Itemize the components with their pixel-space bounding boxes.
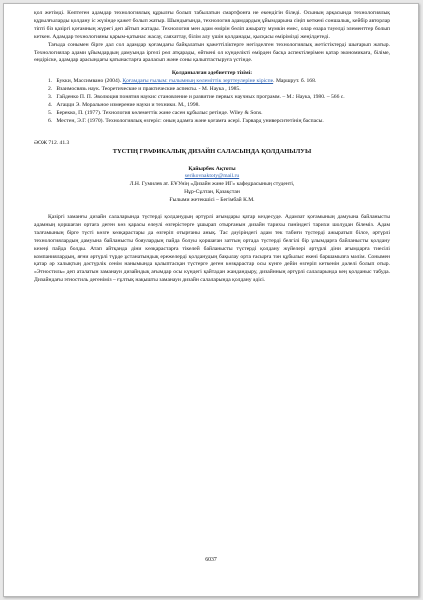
page-number: 6037 bbox=[205, 557, 217, 563]
reference-text: Букки, Массимвано (2004). bbox=[56, 78, 123, 85]
reference-number: 6. bbox=[48, 117, 53, 124]
reference-number: 2. bbox=[48, 86, 53, 93]
intro-paragraph-1: қол жетімді. Көптеген адамдар технологиялық құрылғы болып табылатын смартфонға не екендігін біледі. Осының арқасында технологиялық құрылғыларды қолдану іс жүзінде қажет болып жатыр. Шындығында, технология адамдардың ұйымдарына сіңіп кеткені соншалық, кейбір авторлар тіпті біз қазіргі қоғамның жүрегі деп айтып жатады. Технология мен адам өмірін бөліп ажырату мүмкін емес, олар өзара тәуелді элементтер болып кеткен. Адамдар технологияны қарым-қатынас жасау, саяхаттау, білім алу үшін қолданады, қысқасы өмірімізді жеңілдетеді. bbox=[34, 10, 390, 40]
supervisor: Ғылыми жетекшісі – Бегімбай К.М. bbox=[169, 197, 255, 204]
document-page bbox=[3, 3, 419, 597]
reference-item bbox=[34, 110, 390, 118]
references-list bbox=[34, 78, 390, 125]
reference-item bbox=[34, 102, 390, 110]
reference-text-after: . Маршрут. б. 168. bbox=[273, 78, 317, 85]
article-title: ТҮСТІҢ ГРАФИКАЛЫҚ ДИЗАЙН САЛАСЫНДА ҚОЛДАНЫЛУЫ bbox=[112, 147, 312, 155]
reference-text: Местен, Э.Г. (1970). Технологиялық өзгеріс: оның адамға және қоғамға әсері. Гарвард университетінің баспасы. bbox=[56, 117, 324, 124]
author-name: Қайырбек Ақтоты bbox=[188, 165, 236, 172]
intro-paragraph-2: Тағыда сонымен бірге дал сол адамдар қоғамдағы байқалатын қажеттіліктерге негізделген технологиялық жетістіктерді шығарып жатыр. Технологиялар адами ұйымдардың дамуында іргелі рөл атқарады, өйткені ол күнделікті өмірден басқа аспектілерімен қатар экономикаға, біліме, өндіріске, адамдар арасындағы қатынастарға араласып және соны қалыптастыруға үстінде. bbox=[34, 41, 390, 64]
reference-number: 1. bbox=[48, 78, 53, 85]
reference-item bbox=[34, 86, 390, 94]
reference-item bbox=[34, 94, 390, 102]
reference-number: 3. bbox=[48, 94, 53, 101]
author-city: Нұр-Сұлтан, Қазақстан bbox=[184, 189, 240, 196]
references-heading: Қолданылған әдебиеттер тізімі: bbox=[171, 70, 253, 77]
author-affiliation: Л.Н. Гумилев ат. ЕҰУнің «Дизайн және ИГ» кафедрасының студенті, bbox=[129, 181, 295, 188]
udk-code: ӘОЖ 712. 41.3 bbox=[34, 139, 70, 146]
reference-link[interactable]: Қоғамдағы ғылым: ғылымның көлеміттік зерттеулеріне кіріспе bbox=[122, 78, 274, 85]
author-email-link[interactable]: serikovnaktoty@mail.ru bbox=[184, 173, 240, 180]
reference-number: 5. bbox=[48, 109, 53, 116]
reference-text: Берекко, П. (1977). Технология көлеметтік және сасен құбылыс ретінде. Wiley & Sons. bbox=[56, 109, 263, 116]
reference-text: Гайденко П. П. Эволюция понятия наукис становление и развитие первых научных программ. – М.: Наука, 1980. – 566 с. bbox=[56, 94, 345, 101]
reference-item bbox=[34, 78, 390, 86]
reference-text: Взаимосвязь наук. Теоретические и практические аспекты. - М. Наука , 1985. bbox=[56, 86, 241, 93]
reference-item bbox=[34, 118, 390, 126]
reference-number: 4. bbox=[48, 101, 53, 108]
reference-text: Агацци Э. Моральное измерение науки и техники. М., 1998. bbox=[56, 101, 200, 108]
body-paragraph: Қазіргі заманғы дизайн салаларында түстерді қолданудың әртүрлі ағымдары қатар кездесуде. Адамзат қоғамының дамуына байланысты адамның қоршаған ортаға деген көз қарасы елеулі өзгерістерге ұшырап отырғанын дизайн тарихы пәніндегі тарихи шолудан білеміз. Адам талғамының бірге түсті көзге көзқарастары да өзгеріп отырғаны анық. Тас дәуіріндегі адам тек табиғи түстерді ажыратып білсе, әртүрлі технологиялардың дамуына байланысты бояулардың пайда болуы қоршаған заттың ортада түстерді белгілі бір ұлымдарға байланысты қолдану кезеңі пайда болды. Атап айтқанда діни көзқарастарға тікелей байланысты түстерді қолдану жүйелері әртүрлі діни ағымдарға тиесілі компаниялардың, яғни әртүрлі түрде ұстанатындық ережелерді қолданудың бақылау орта ғасырға тән құбылыс екені баршамызға мәлім. Сонымен қатар әр халықтың дәстүрлік сенім нанымында қалыптасқан түстерге деген көзқарастар осы күнге дейін өзгеріп кеткенін дәлелі болып отыр. «Этностиль» деп аталатын заманауи дизайндық ағымдар осы күндегі қайтадан жандандыру, дизайнның әртүрлі салаларында кең қолданыс табуда. Дизайндағы этностиль дегеніміз – ғұлтық нақышты заманауи дизайн салаларында қолдану әдісі. bbox=[34, 214, 390, 284]
page-content bbox=[34, 10, 390, 285]
